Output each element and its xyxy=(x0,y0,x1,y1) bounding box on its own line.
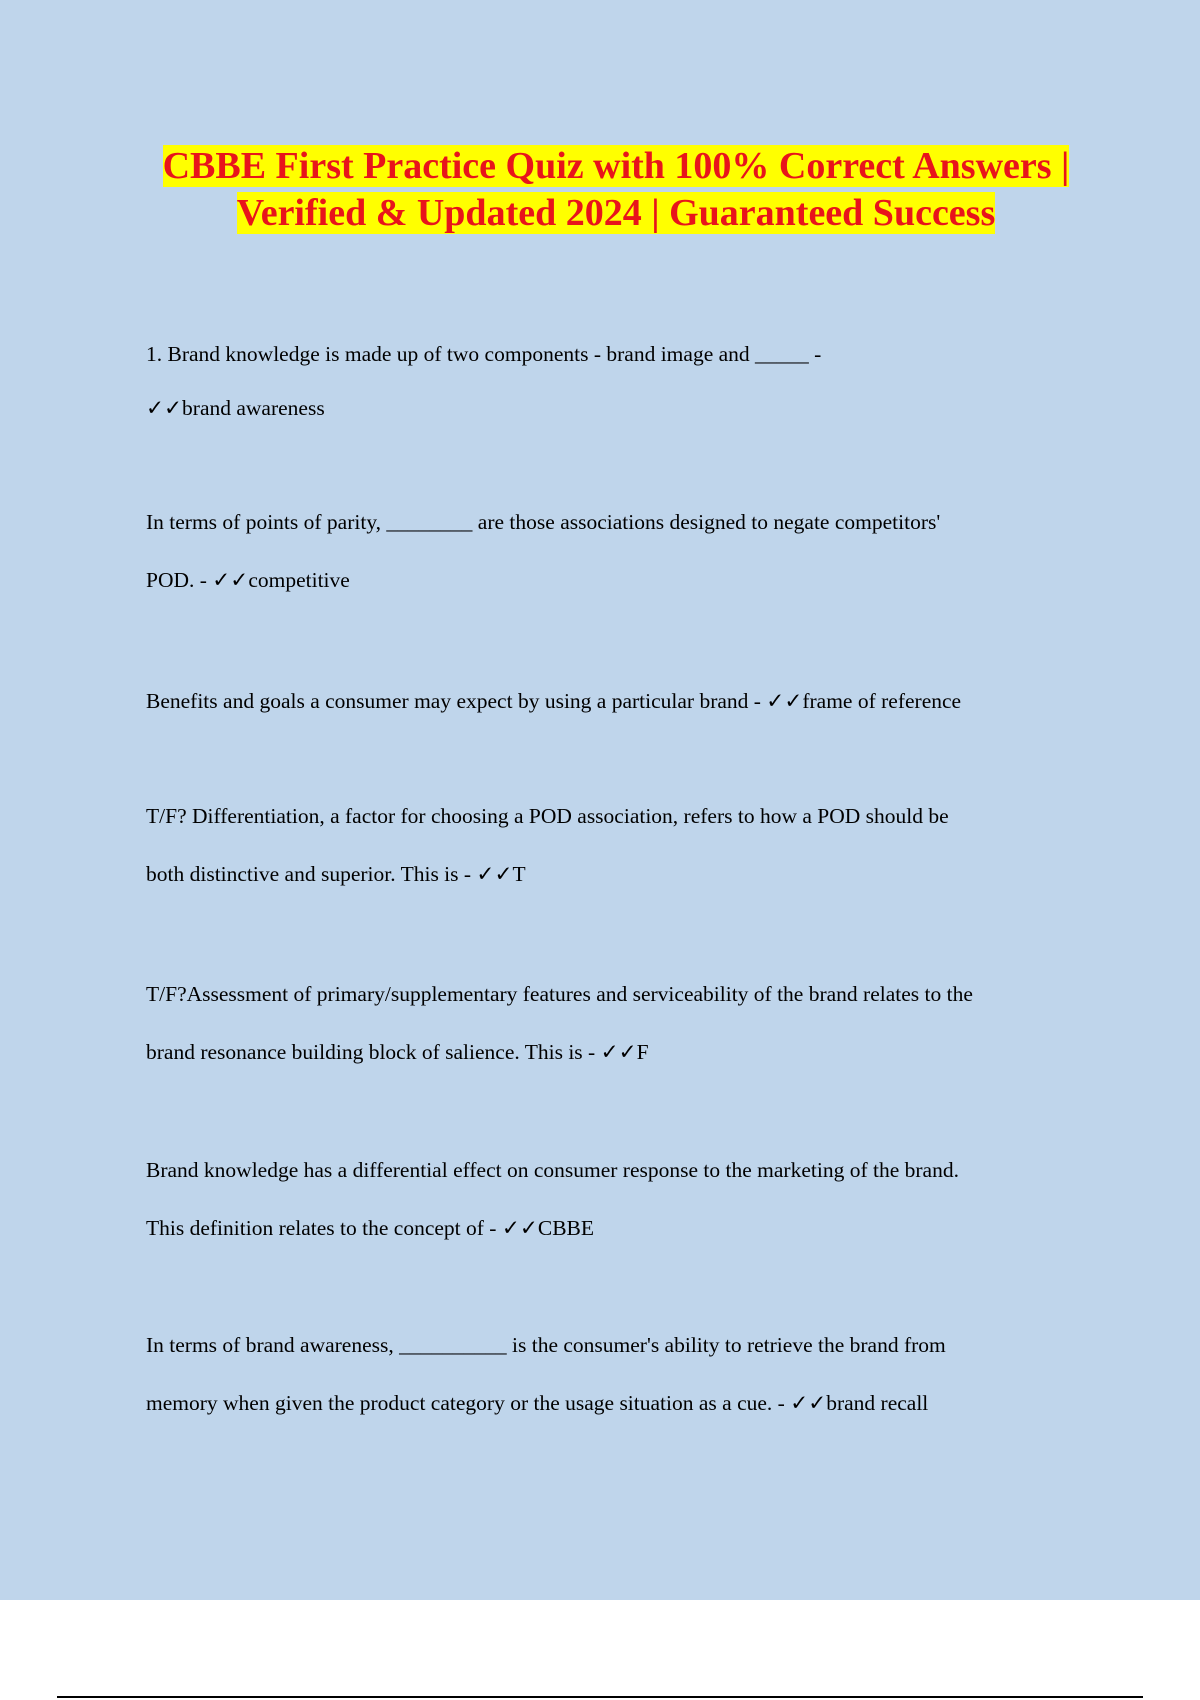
answer-text: brand resonance building block of salience. This is - ✓✓F xyxy=(146,1040,649,1064)
question-text: T/F?Assessment of primary/supplementary features and serviceability of the brand relates to the xyxy=(146,982,973,1006)
answer-text: memory when given the product category or the usage situation as a cue. - ✓✓brand recall xyxy=(146,1391,929,1415)
question-7 xyxy=(146,1316,1086,1432)
document-title xyxy=(140,143,1092,237)
question-5 xyxy=(146,965,1086,1081)
answer-text: This definition relates to the concept of - ✓✓CBBE xyxy=(146,1216,595,1240)
answer-text: both distinctive and superior. This is - ✓✓T xyxy=(146,862,526,886)
question-4 xyxy=(146,787,1086,903)
answer-text: POD. - ✓✓competitive xyxy=(146,568,350,592)
question-1 xyxy=(146,325,1086,437)
question-text: Benefits and goals a consumer may expect by using a particular brand - ✓✓frame of reference xyxy=(146,689,962,713)
question-6 xyxy=(146,1141,1086,1257)
question-text: 1. Brand knowledge is made up of two components - brand image and _____ - xyxy=(146,342,822,366)
question-text: Brand knowledge has a differential effect on consumer response to the marketing of the brand. xyxy=(146,1158,959,1182)
question-text: T/F? Differentiation, a factor for choosing a POD association, refers to how a POD should be xyxy=(146,804,949,828)
question-3 xyxy=(146,672,1086,730)
document-title-text: CBBE First Practice Quiz with 100% Correct Answers | Verified & Updated 2024 | Guaranteed Success xyxy=(162,145,1070,234)
question-2 xyxy=(146,493,1086,609)
question-text: In terms of points of parity, ________ are those associations designed to negate competitors' xyxy=(146,510,941,534)
question-text: In terms of brand awareness, __________ is the consumer's ability to retrieve the brand from xyxy=(146,1333,946,1357)
answer-text: ✓✓brand awareness xyxy=(146,396,325,420)
footer-divider xyxy=(57,1696,1143,1698)
